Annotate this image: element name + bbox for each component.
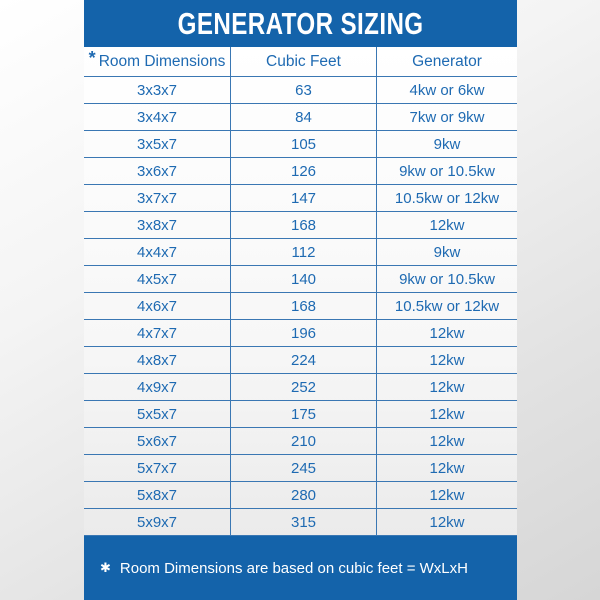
cell-room-dimensions: 5x6x7 bbox=[84, 428, 231, 454]
cell-generator: 12kw bbox=[429, 486, 465, 504]
cell-room-dimensions: 3x8x7 bbox=[84, 212, 231, 238]
cell-generator: 12kw bbox=[429, 216, 465, 234]
page-title: GENERATOR SIZING bbox=[177, 5, 424, 41]
cell-cubic-feet: 63 bbox=[231, 77, 377, 103]
cell-room-dimensions: 5x5x7 bbox=[84, 401, 231, 427]
cell-room-dimensions: 3x6x7 bbox=[84, 158, 231, 184]
table-row bbox=[84, 131, 517, 158]
cell-generator: 9kw or 10.5kw bbox=[399, 162, 495, 180]
cell-generator: 10.5kw or 12kw bbox=[394, 297, 500, 315]
cell-room-dimensions: 4x5x7 bbox=[84, 266, 231, 292]
cell-cubic-feet: 196 bbox=[231, 320, 377, 346]
cell-cubic-feet: 105 bbox=[231, 131, 377, 157]
cell-cubic-feet: 147 bbox=[231, 185, 377, 211]
table-row bbox=[84, 77, 517, 104]
table-body bbox=[84, 77, 517, 536]
table-row bbox=[84, 347, 517, 374]
table-row bbox=[84, 212, 517, 239]
table-row bbox=[84, 185, 517, 212]
cell-cubic-feet: 168 bbox=[231, 212, 377, 238]
table-row bbox=[84, 428, 517, 455]
cell-room-dimensions: 3x7x7 bbox=[84, 185, 231, 211]
cell-cubic-feet: 280 bbox=[231, 482, 377, 508]
cell-room-dimensions: 3x5x7 bbox=[84, 131, 231, 157]
cell-room-dimensions: 4x6x7 bbox=[84, 293, 231, 319]
cell-room-dimensions: 4x8x7 bbox=[84, 347, 231, 373]
cell-generator: 9kw bbox=[433, 243, 461, 261]
table-row bbox=[84, 374, 517, 401]
cell-cubic-feet: 84 bbox=[231, 104, 377, 130]
table-row bbox=[84, 104, 517, 131]
title-band bbox=[84, 0, 517, 47]
cell-generator: 12kw bbox=[429, 324, 465, 342]
table-row bbox=[84, 455, 517, 482]
table-row bbox=[84, 482, 517, 509]
cell-cubic-feet: 224 bbox=[231, 347, 377, 373]
table-row bbox=[84, 293, 517, 320]
table-row bbox=[84, 266, 517, 293]
cell-generator: 10.5kw or 12kw bbox=[394, 189, 500, 207]
sizing-table bbox=[84, 47, 517, 536]
cell-cubic-feet: 140 bbox=[231, 266, 377, 292]
footnote-band bbox=[84, 536, 517, 600]
cell-generator: 7kw or 9kw bbox=[409, 108, 485, 126]
cell-cubic-feet: 252 bbox=[231, 374, 377, 400]
cell-cubic-feet: 315 bbox=[231, 509, 377, 535]
cell-generator: 12kw bbox=[429, 351, 465, 369]
cell-room-dimensions: 3x4x7 bbox=[84, 104, 231, 130]
column-header-generator: Generator bbox=[412, 52, 482, 70]
table-row bbox=[84, 320, 517, 347]
cell-generator: 12kw bbox=[429, 378, 465, 396]
cell-room-dimensions: 5x9x7 bbox=[84, 509, 231, 535]
table-row bbox=[84, 401, 517, 428]
cell-cubic-feet: 126 bbox=[231, 158, 377, 184]
cell-room-dimensions: 4x4x7 bbox=[84, 239, 231, 265]
cell-generator: 9kw or 10.5kw bbox=[399, 270, 495, 288]
column-header-cubic-feet: Cubic Feet bbox=[231, 47, 377, 76]
cell-generator: 4kw or 6kw bbox=[409, 81, 485, 99]
cell-cubic-feet: 168 bbox=[231, 293, 377, 319]
table-row bbox=[84, 509, 517, 536]
cell-room-dimensions: 4x9x7 bbox=[84, 374, 231, 400]
cell-room-dimensions: 4x7x7 bbox=[84, 320, 231, 346]
cell-room-dimensions: 3x3x7 bbox=[84, 77, 231, 103]
table-row bbox=[84, 158, 517, 185]
footnote-asterisk: ✱ bbox=[100, 560, 111, 575]
cell-generator: 12kw bbox=[429, 405, 465, 423]
footnote-text: Room Dimensions are based on cubic feet = WxLxH bbox=[119, 559, 468, 577]
cell-cubic-feet: 112 bbox=[231, 239, 377, 265]
cell-room-dimensions: 5x8x7 bbox=[84, 482, 231, 508]
cell-room-dimensions: 5x7x7 bbox=[84, 455, 231, 481]
cell-generator: 9kw bbox=[433, 135, 461, 153]
column-header-label: Room Dimensions bbox=[98, 52, 226, 70]
table-header-row bbox=[84, 47, 517, 77]
cell-generator: 12kw bbox=[429, 459, 465, 477]
cell-cubic-feet: 245 bbox=[231, 455, 377, 481]
cell-cubic-feet: 210 bbox=[231, 428, 377, 454]
cell-cubic-feet: 175 bbox=[231, 401, 377, 427]
generator-sizing-panel bbox=[84, 0, 517, 600]
cell-generator: 12kw bbox=[429, 513, 465, 531]
asterisk-marker: * bbox=[88, 47, 96, 68]
cell-generator: 12kw bbox=[429, 432, 465, 450]
table-row bbox=[84, 239, 517, 266]
column-header-room-dimensions bbox=[84, 47, 231, 76]
